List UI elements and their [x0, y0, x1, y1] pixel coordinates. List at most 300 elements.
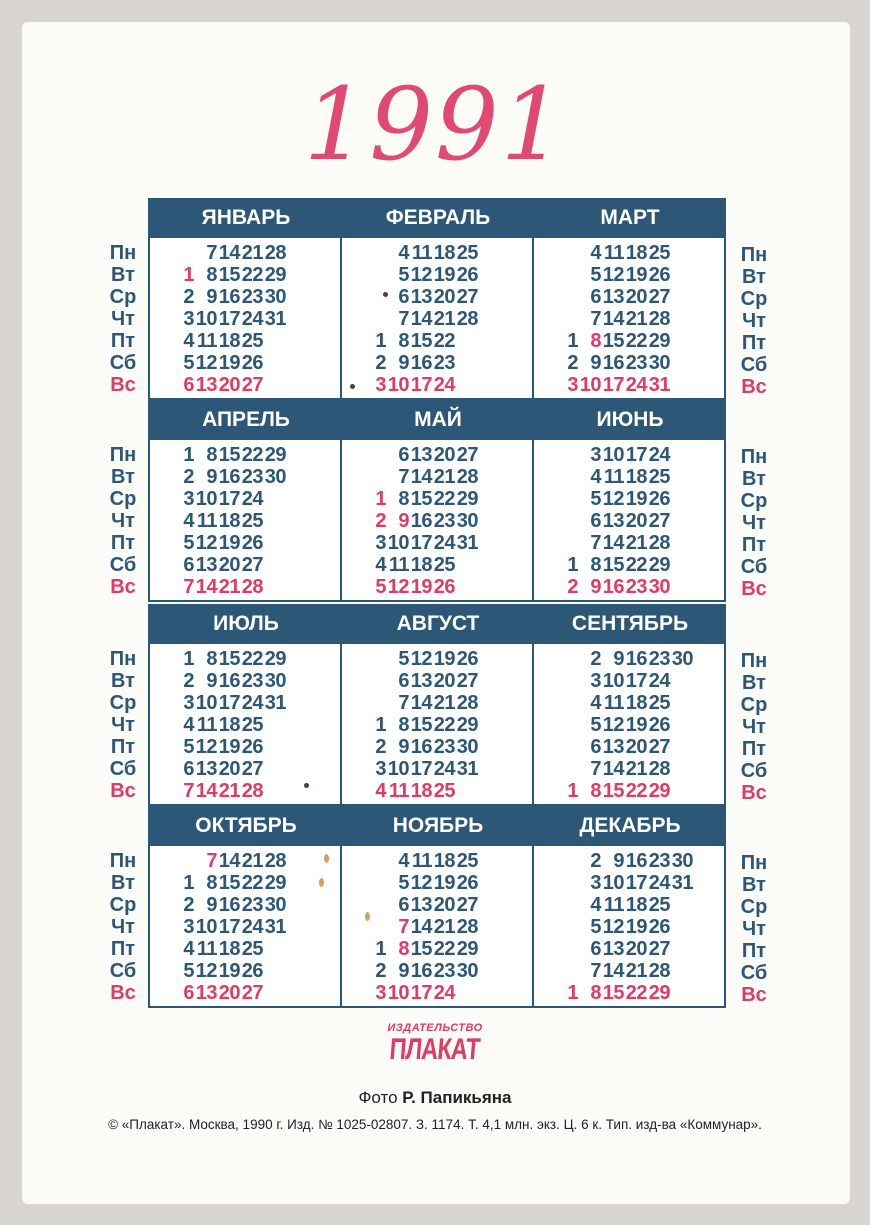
day-number: 5 — [183, 352, 194, 374]
day-number: 3 — [375, 982, 386, 1004]
day-number: 17 — [218, 916, 240, 938]
weekday-label-left: Ср — [109, 488, 137, 510]
day-number: 12 — [410, 648, 432, 670]
day-number: 25 — [241, 330, 263, 352]
month-name: СЕНТЯБРЬ — [571, 612, 689, 635]
day-number: 19 — [433, 872, 455, 894]
weekday-label-right: Сб — [740, 962, 768, 984]
day-number: 21 — [218, 780, 240, 802]
month-grid — [534, 644, 724, 804]
day-number: 6 — [590, 736, 601, 758]
day-number: 25 — [433, 780, 455, 802]
day-number: 24 — [625, 374, 647, 396]
day-number: 11 — [603, 466, 624, 488]
day-number: 14 — [602, 532, 624, 554]
weekday-label-right: Пт — [741, 332, 767, 354]
day-number: 3 — [183, 916, 194, 938]
day-number: 13 — [195, 982, 217, 1004]
weekday-label-left: Ср — [109, 692, 137, 714]
day-number: 11 — [388, 780, 409, 802]
day-number: 14 — [602, 758, 624, 780]
day-number: 4 — [590, 692, 601, 714]
day-number: 16 — [218, 286, 240, 308]
day-number: 4 — [183, 510, 194, 532]
day-number: 14 — [218, 242, 240, 264]
day-number: 14 — [410, 916, 432, 938]
day-number: 11 — [411, 242, 432, 264]
day-number: 1 — [567, 554, 578, 576]
day-number: 18 — [625, 692, 647, 714]
day-number: 10 — [387, 982, 409, 1004]
day-number: 24 — [241, 916, 263, 938]
day-number: 28 — [456, 692, 478, 714]
day-number: 8 — [590, 982, 601, 1004]
day-number: 27 — [456, 286, 478, 308]
weekday-label-right: Вт — [742, 266, 766, 288]
day-number: 30 — [456, 736, 478, 758]
day-number: 6 — [590, 286, 601, 308]
day-number: 9 — [613, 850, 624, 872]
day-number: 16 — [625, 648, 647, 670]
weekday-label-right: Ср — [740, 490, 768, 512]
month-grid — [150, 644, 340, 804]
day-number: 28 — [241, 780, 263, 802]
day-number: 8 — [398, 330, 409, 352]
weekday-label-left: Ср — [109, 286, 137, 308]
day-number: 4 — [590, 242, 601, 264]
day-number: 15 — [218, 444, 240, 466]
day-number: 9 — [206, 286, 217, 308]
day-number: 9 — [398, 960, 409, 982]
day-number: 18 — [410, 554, 432, 576]
month-grid — [150, 440, 340, 600]
weekday-label-right: Ср — [740, 694, 768, 716]
quarter-body — [148, 644, 726, 806]
day-number: 27 — [241, 758, 263, 780]
month-grid — [534, 238, 724, 398]
weekday-label-left: Вт — [111, 466, 135, 488]
day-number: 12 — [410, 264, 432, 286]
day-number: 20 — [218, 374, 240, 396]
month-name: ОКТЯБРЬ — [195, 814, 297, 837]
day-number: 27 — [456, 444, 478, 466]
day-number: 16 — [218, 894, 240, 916]
weekday-label-right: Пт — [741, 738, 767, 760]
photo-credit-author: Р. Папикьяна — [402, 1088, 512, 1107]
day-number: 25 — [241, 510, 263, 532]
day-number: 25 — [648, 466, 670, 488]
day-number: 8 — [398, 938, 409, 960]
day-number: 17 — [625, 872, 647, 894]
day-number: 23 — [241, 670, 263, 692]
day-number: 15 — [218, 648, 240, 670]
day-number: 30 — [648, 576, 670, 598]
day-number: 10 — [579, 374, 601, 396]
weekday-label-left: Вт — [111, 872, 135, 894]
weekday-label-right: Вт — [742, 468, 766, 490]
day-number: 16 — [218, 466, 240, 488]
month-name: АПРЕЛЬ — [202, 408, 290, 431]
day-number: 11 — [411, 850, 432, 872]
day-number: 19 — [625, 264, 647, 286]
day-number: 29 — [648, 330, 670, 352]
day-number: 31 — [456, 532, 478, 554]
day-number: 18 — [218, 938, 240, 960]
day-number: 10 — [602, 444, 624, 466]
day-number: 9 — [590, 576, 601, 598]
day-number: 7 — [590, 960, 601, 982]
day-number: 29 — [456, 714, 478, 736]
day-number: 30 — [671, 648, 693, 670]
month-grid — [342, 238, 532, 398]
day-number: 27 — [456, 894, 478, 916]
day-number: 15 — [410, 938, 432, 960]
day-number: 31 — [264, 308, 286, 330]
day-number: 17 — [410, 758, 432, 780]
day-number: 2 — [590, 648, 601, 670]
day-number: 20 — [433, 670, 455, 692]
day-number: 10 — [195, 488, 217, 510]
day-number: 29 — [264, 444, 286, 466]
day-number: 8 — [590, 330, 601, 352]
day-number: 23 — [625, 576, 647, 598]
day-number: 4 — [375, 780, 386, 802]
day-number: 1 — [375, 938, 386, 960]
day-number: 8 — [590, 554, 601, 576]
weekday-label-right: Ср — [740, 288, 768, 310]
day-number: 2 — [590, 850, 601, 872]
day-number: 28 — [648, 308, 670, 330]
day-number: 10 — [387, 532, 409, 554]
weekday-label-left: Вт — [111, 670, 135, 692]
day-number: 7 — [183, 780, 194, 802]
day-number: 23 — [433, 960, 455, 982]
day-number: 24 — [648, 670, 670, 692]
weekday-label-left: Пн — [109, 850, 137, 872]
day-number: 23 — [241, 466, 263, 488]
day-number: 23 — [433, 352, 455, 374]
day-number: 13 — [195, 554, 217, 576]
day-number: 16 — [410, 736, 432, 758]
day-number: 4 — [375, 554, 386, 576]
day-number: 9 — [206, 670, 217, 692]
day-number: 26 — [456, 648, 478, 670]
day-number: 10 — [195, 692, 217, 714]
day-number: 29 — [264, 264, 286, 286]
weekday-label-left: Сб — [109, 758, 137, 780]
day-number: 5 — [183, 736, 194, 758]
day-number: 11 — [388, 554, 409, 576]
day-number: 18 — [218, 510, 240, 532]
month-name: НОЯБРЬ — [392, 814, 484, 837]
day-number: 2 — [183, 286, 194, 308]
weekday-label-left: Чт — [111, 916, 135, 938]
day-number: 2 — [567, 576, 578, 598]
day-number: 6 — [398, 670, 409, 692]
blemish-dot — [304, 783, 309, 788]
day-number: 16 — [625, 850, 647, 872]
quarter-block — [148, 604, 726, 806]
day-number: 13 — [410, 286, 432, 308]
publisher-logo-name: ПЛАКАТ — [388, 1033, 482, 1066]
day-number: 10 — [387, 374, 409, 396]
day-number: 24 — [433, 758, 455, 780]
day-number: 13 — [410, 444, 432, 466]
day-number: 2 — [183, 894, 194, 916]
day-number: 12 — [602, 488, 624, 510]
weekday-label-right: Чт — [742, 310, 766, 332]
day-number: 23 — [241, 894, 263, 916]
year-title: 1991 — [303, 66, 567, 183]
day-number: 1 — [183, 648, 194, 670]
day-number: 30 — [264, 894, 286, 916]
day-number: 9 — [206, 894, 217, 916]
day-number: 5 — [590, 264, 601, 286]
day-number: 7 — [398, 692, 409, 714]
day-number: 12 — [195, 960, 217, 982]
weekday-label-left: Пт — [110, 330, 136, 352]
day-number: 8 — [398, 714, 409, 736]
day-number: 21 — [625, 758, 647, 780]
day-number: 2 — [567, 352, 578, 374]
day-number: 3 — [590, 670, 601, 692]
day-number: 12 — [195, 736, 217, 758]
weekday-label-left: Вс — [110, 780, 136, 802]
day-number: 9 — [398, 510, 409, 532]
day-number: 31 — [648, 374, 670, 396]
day-number: 6 — [398, 894, 409, 916]
day-number: 19 — [218, 532, 240, 554]
day-number: 26 — [433, 576, 455, 598]
day-number: 15 — [602, 780, 624, 802]
day-number: 17 — [410, 532, 432, 554]
day-number: 31 — [671, 872, 693, 894]
day-number: 3 — [590, 444, 601, 466]
quarter-block — [148, 806, 726, 1008]
day-number: 29 — [648, 780, 670, 802]
day-number: 28 — [648, 758, 670, 780]
day-number: 16 — [410, 960, 432, 982]
day-number: 10 — [602, 670, 624, 692]
day-number: 31 — [456, 758, 478, 780]
weekday-label-left: Пт — [110, 532, 136, 554]
day-number: 23 — [648, 850, 670, 872]
quarter-body — [148, 846, 726, 1008]
day-number: 19 — [433, 648, 455, 670]
day-number: 12 — [410, 872, 432, 894]
day-number: 19 — [625, 488, 647, 510]
day-number: 5 — [398, 264, 409, 286]
day-number: 7 — [590, 758, 601, 780]
day-number: 20 — [433, 444, 455, 466]
day-number: 26 — [241, 352, 263, 374]
day-number: 28 — [648, 532, 670, 554]
weekday-label-right: Пт — [741, 940, 767, 962]
day-number: 17 — [625, 444, 647, 466]
day-number: 30 — [456, 510, 478, 532]
day-number: 2 — [375, 510, 386, 532]
day-number: 3 — [183, 488, 194, 510]
day-number: 1 — [375, 488, 386, 510]
day-number: 3 — [567, 374, 578, 396]
day-number: 11 — [603, 692, 624, 714]
day-number: 16 — [410, 510, 432, 532]
day-number: 16 — [602, 352, 624, 374]
day-number: 21 — [241, 850, 263, 872]
weekday-label-right: Пт — [741, 534, 767, 556]
day-number: 22 — [433, 488, 455, 510]
day-number: 21 — [625, 532, 647, 554]
publisher-logo — [0, 1022, 870, 1066]
day-number: 14 — [218, 850, 240, 872]
weekday-label-left: Пт — [110, 736, 136, 758]
weekday-label-right: Чт — [742, 716, 766, 738]
day-number: 11 — [196, 330, 217, 352]
weekday-label-right: Сб — [740, 354, 768, 376]
day-number: 4 — [183, 938, 194, 960]
day-number: 10 — [602, 872, 624, 894]
publisher-logo-subtitle: ИЗДАТЕЛЬСТВО — [387, 1022, 483, 1034]
day-number: 23 — [241, 286, 263, 308]
day-number: 22 — [433, 714, 455, 736]
day-number: 25 — [648, 242, 670, 264]
day-number: 21 — [433, 692, 455, 714]
day-number: 4 — [590, 466, 601, 488]
day-number: 31 — [264, 692, 286, 714]
day-number: 24 — [648, 444, 670, 466]
day-number: 24 — [433, 374, 455, 396]
day-number: 18 — [433, 850, 455, 872]
day-number: 23 — [433, 736, 455, 758]
month-name: АВГУСТ — [396, 612, 480, 635]
day-number: 8 — [206, 648, 217, 670]
day-number: 10 — [195, 916, 217, 938]
weekday-label-left: Сб — [109, 960, 137, 982]
day-number: 29 — [456, 938, 478, 960]
day-number: 30 — [264, 286, 286, 308]
day-number: 20 — [433, 286, 455, 308]
day-number: 26 — [648, 264, 670, 286]
day-number: 18 — [433, 242, 455, 264]
quarter-body — [148, 440, 726, 602]
photo-credit — [0, 1088, 870, 1108]
weekday-label-right: Пн — [740, 446, 768, 468]
day-number: 13 — [410, 894, 432, 916]
day-number: 5 — [590, 714, 601, 736]
day-number: 12 — [602, 264, 624, 286]
day-number: 5 — [590, 916, 601, 938]
day-number: 17 — [602, 374, 624, 396]
day-number: 24 — [433, 982, 455, 1004]
day-number: 2 — [183, 466, 194, 488]
day-number: 17 — [218, 692, 240, 714]
day-number: 21 — [218, 576, 240, 598]
day-number: 30 — [264, 670, 286, 692]
day-number: 13 — [602, 736, 624, 758]
day-number: 28 — [264, 242, 286, 264]
day-number: 7 — [590, 532, 601, 554]
day-number: 16 — [602, 576, 624, 598]
day-number: 26 — [456, 872, 478, 894]
weekday-label-right: Пн — [740, 650, 768, 672]
day-number: 1 — [183, 444, 194, 466]
month-name: ЯНВАРЬ — [201, 206, 291, 229]
day-number: 26 — [241, 960, 263, 982]
day-number: 6 — [183, 982, 194, 1004]
quarter-block — [148, 198, 726, 400]
day-number: 22 — [241, 444, 263, 466]
day-number: 9 — [206, 466, 217, 488]
day-number: 14 — [602, 308, 624, 330]
day-number: 13 — [195, 374, 217, 396]
day-number: 24 — [241, 308, 263, 330]
day-number: 2 — [375, 352, 386, 374]
day-number: 3 — [375, 374, 386, 396]
day-number: 20 — [218, 554, 240, 576]
day-number: 4 — [398, 850, 409, 872]
day-number: 5 — [183, 960, 194, 982]
blemish-dot — [383, 292, 388, 297]
month-grid — [150, 846, 340, 1006]
weekday-label-right: Вт — [742, 672, 766, 694]
weekday-label-left: Вс — [110, 374, 136, 396]
day-number: 1 — [567, 982, 578, 1004]
day-number: 19 — [218, 960, 240, 982]
photo-credit-prefix: Фото — [358, 1088, 398, 1107]
day-number: 2 — [183, 670, 194, 692]
day-number: 5 — [398, 648, 409, 670]
quarter-body — [148, 238, 726, 400]
day-number: 17 — [625, 670, 647, 692]
day-number: 8 — [206, 872, 217, 894]
day-number: 15 — [218, 264, 240, 286]
weekday-label-right: Чт — [742, 918, 766, 940]
day-number: 12 — [387, 576, 409, 598]
day-number: 2 — [375, 736, 386, 758]
day-number: 20 — [218, 758, 240, 780]
blemish-dot — [350, 384, 355, 389]
weekday-label-left: Пт — [110, 938, 136, 960]
quarter-header — [148, 806, 726, 846]
day-number: 14 — [410, 692, 432, 714]
weekday-label-left: Сб — [109, 352, 137, 374]
day-number: 1 — [375, 330, 386, 352]
day-number: 21 — [433, 466, 455, 488]
day-number: 19 — [625, 916, 647, 938]
day-number: 4 — [590, 894, 601, 916]
weekday-label-right: Вс — [741, 578, 767, 600]
day-number: 8 — [398, 488, 409, 510]
day-number: 15 — [602, 330, 624, 352]
day-number: 22 — [625, 554, 647, 576]
day-number: 30 — [671, 850, 693, 872]
day-number: 6 — [590, 510, 601, 532]
day-number: 11 — [196, 510, 217, 532]
day-number: 13 — [602, 938, 624, 960]
day-number: 28 — [456, 916, 478, 938]
day-number: 25 — [241, 938, 263, 960]
day-number: 20 — [433, 894, 455, 916]
weekday-label-left: Ср — [109, 894, 137, 916]
day-number: 7 — [206, 242, 217, 264]
day-number: 26 — [241, 736, 263, 758]
day-number: 17 — [218, 308, 240, 330]
day-number: 25 — [456, 850, 478, 872]
day-number: 7 — [590, 308, 601, 330]
quarter-header — [148, 400, 726, 440]
day-number: 28 — [264, 850, 286, 872]
day-number: 7 — [398, 916, 409, 938]
